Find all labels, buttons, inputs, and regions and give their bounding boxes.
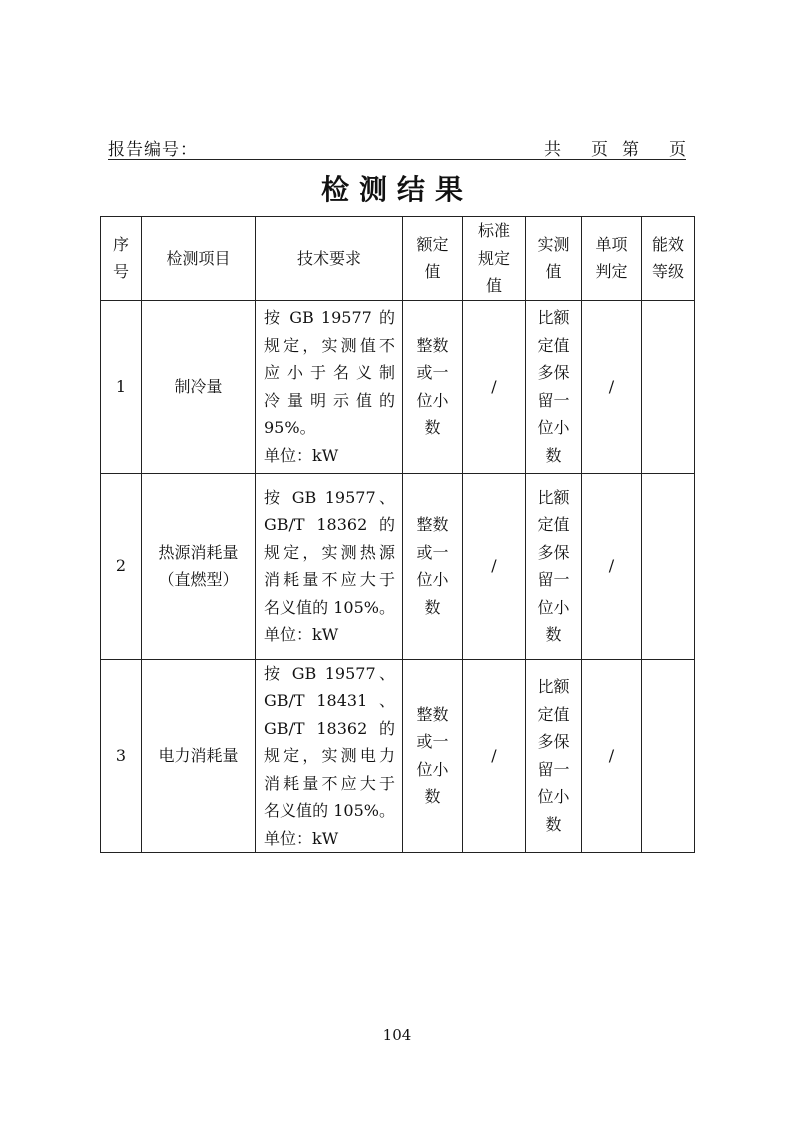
cell-rated: 整数 或一 位小 数 (403, 473, 463, 659)
cell-item: 热源消耗量 （直燃型） (142, 473, 256, 659)
cell-judgement: / (582, 473, 642, 659)
cell-requirement: 按 GB 19577、 GB/T 18431 、 GB/T 18362 的 规定，实测电力 消耗量不应大于 名义值的 105%。 单位：kW (256, 659, 403, 853)
report-number-label: 报告编号： (108, 140, 198, 160)
cell-measured: 比额 定值 多保 留一 位小 数 (526, 659, 582, 853)
cell-seq: 1 (101, 300, 142, 473)
page-title: 检测结果 (320, 173, 473, 206)
page-count-nth: 第 (622, 140, 639, 160)
cell-grade (642, 300, 695, 473)
page-count-page2: 页 (669, 140, 686, 160)
table-row (101, 473, 695, 659)
header-item: 检测项目 (142, 217, 256, 301)
header-standard: 标准 规定 值 (463, 217, 526, 301)
cell-seq: 2 (101, 473, 142, 659)
cell-judgement: / (582, 659, 642, 853)
cell-rated: 整数 或一 位小 数 (403, 300, 463, 473)
cell-rated: 整数 或一 位小 数 (403, 659, 463, 853)
table-header-row (101, 217, 695, 301)
header-rated: 额定 值 (403, 217, 463, 301)
cell-requirement: 按 GB 19577 的 规定，实测值不 应小于名义制 冷量明示值的 95%。 单位：kW (256, 300, 403, 473)
page-count-page1: 页 (591, 140, 608, 160)
page-number: 104 (382, 1026, 412, 1044)
cell-standard: / (463, 659, 526, 853)
cell-item: 电力消耗量 (142, 659, 256, 853)
cell-judgement: / (582, 300, 642, 473)
cell-grade (642, 473, 695, 659)
header-judgement: 单项 判定 (582, 217, 642, 301)
cell-seq: 3 (101, 659, 142, 853)
page-count (544, 135, 686, 160)
header-grade: 能效 等级 (642, 217, 695, 301)
table-row (101, 300, 695, 473)
header-requirement: 技术要求 (256, 217, 403, 301)
cell-measured: 比额 定值 多保 留一 位小 数 (526, 473, 582, 659)
table-row (101, 659, 695, 853)
cell-standard: / (463, 473, 526, 659)
cell-item: 制冷量 (142, 300, 256, 473)
results-table (100, 216, 695, 853)
cell-standard: / (463, 300, 526, 473)
page-count-total: 共 (544, 140, 561, 160)
cell-requirement: 按 GB 19577、 GB/T 18362 的 规定，实测热源 消耗量不应大于 名义值的 105%。 单位：kW (256, 473, 403, 659)
header-seq: 序 号 (101, 217, 142, 301)
page-header (108, 133, 686, 160)
cell-grade (642, 659, 695, 853)
header-measured: 实测 值 (526, 217, 582, 301)
cell-measured: 比额 定值 多保 留一 位小 数 (526, 300, 582, 473)
